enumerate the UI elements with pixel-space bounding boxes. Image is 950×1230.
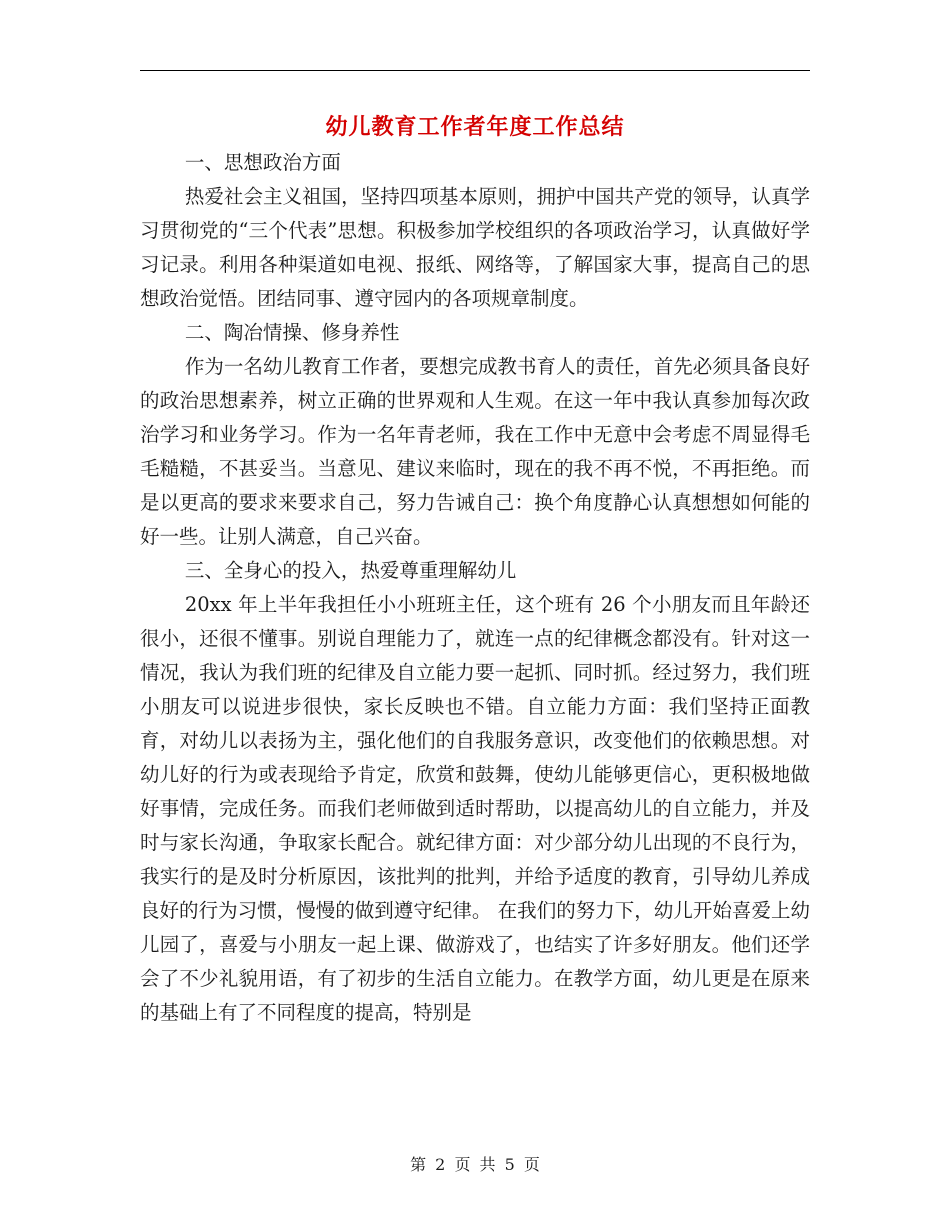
section-heading-1: 一、思想政治方面: [184, 151, 341, 174]
section-heading-3: 三、全身心的投入，热爱尊重理解幼儿: [184, 559, 517, 582]
paragraph-2: 作为一名幼儿教育工作者，要想完成教书育人的责任，首先必须具备良好的政治思想素养，树立正确的世界观和人生观。在这一年中我认真参加每次政治学习和业务学习。作为一名年青老师，我在工作中无意中会考虑不周显得毛毛糙糙，不甚妥当。当意见、建议来临时，现在的我不再不悦，不再拒绝。而是以更高的要求来要求自己，努力告诫自己：换个角度静心认真想想如何能的好一些。让别人满意，自己兴奋。: [140, 355, 810, 548]
page-number-footer: 第 2 页 共 5 页: [410, 1155, 540, 1174]
header-rule: [140, 70, 810, 71]
paragraph-3: 20xx 年上半年我担任小小班班主任，这个班有 26 个小朋友而且年龄还很小，还很不懂事。别说自理能力了，就连一点的纪律概念都没有。针对这一情况，我认为我们班的纪律及自立能力要一起抓、同时抓。经过努力，我们班小朋友可以说进步很快，家长反映也不错。自立能力方面：我们坚持正面教育，对幼儿以表扬为主，强化他们的自我服务意识，改变他们的依赖思想。对幼儿好的行为或表现给予肯定，欣赏和鼓舞，使幼儿能够更信心，更积极地做好事情，完成任务。而我们老师做到适时帮助，以提高幼儿的自立能力，并及时与家长沟通，争取家长配合。就纪律方面：对少部分幼儿出现的不良行为，我实行的是及时分析原因，该批判的批判，并给予适度的教育，引导幼儿养成良好的行为习惯，慢慢的做到遵守纪律。 在我们的努力下，幼儿开始喜爱上幼儿园了，喜爱与小朋友一起上课、做游戏了，也结实了许多好朋友。他们还学会了不少礼貌用语，有了初步的生活自立能力。在教学方面，幼儿更是在原来的基础上有了不同程度的提高，特别是: [140, 593, 810, 1024]
section-heading-2: 二、陶冶情操、修身养性: [184, 321, 400, 344]
document-title: 幼儿教育工作者年度工作总结: [325, 114, 625, 140]
document-body: [140, 146, 810, 1030]
paragraph-1: 热爱社会主义祖国，坚持四项基本原则，拥护中国共产党的领导，认真学习贯彻党的“三个代表”思想。积极参加学校组织的各项政治学习，认真做好学习记录。利用各种渠道如电视、报纸、网络等，了解国家大事，提高自己的思想政治觉悟。团结同事、遵守园内的各项规章制度。: [140, 185, 810, 310]
